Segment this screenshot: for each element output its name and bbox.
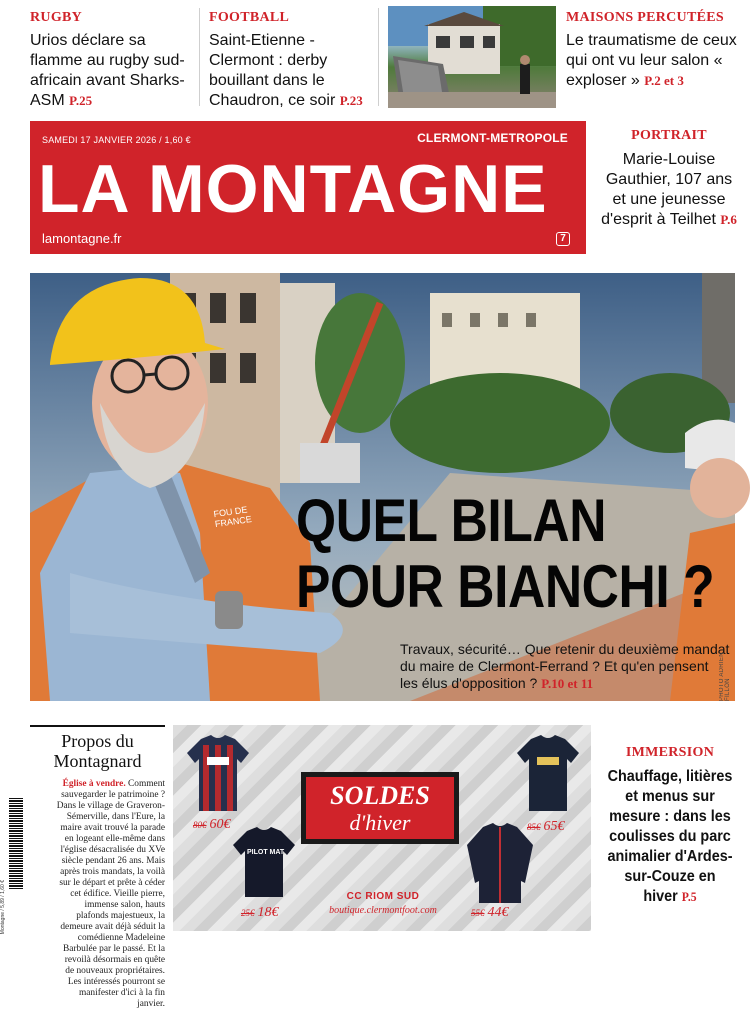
jacket-image bbox=[467, 823, 533, 903]
barcode bbox=[9, 798, 23, 890]
propos-du-montagnard[interactable] bbox=[30, 725, 165, 1010]
teaser-football-text: Saint-Etienne - Clermont : derby bouillant dans le Chaudron, ce soir bbox=[209, 32, 336, 109]
kicker-portrait: PORTRAIT bbox=[631, 128, 707, 143]
old-price-3: 25€ bbox=[241, 908, 255, 918]
old-price-1: 80€ bbox=[193, 820, 207, 830]
divider bbox=[378, 8, 379, 106]
hero-deck bbox=[400, 641, 730, 692]
vest-logo-text: FOU DE FRANCE bbox=[212, 504, 253, 530]
price-1 bbox=[193, 817, 231, 833]
propos-lead: Église à vendre. bbox=[62, 779, 126, 789]
masthead[interactable] bbox=[30, 121, 586, 254]
price-3 bbox=[241, 905, 279, 921]
barcode-caption: Montagne / 5,89 / 1,60 € bbox=[0, 880, 6, 935]
teaser-portrait-text: Marie-Louise Gauthier, 107 ans et une jeunesse d'esprit à Teilhet bbox=[601, 151, 733, 228]
ad-store: CC RIOM SUD bbox=[346, 891, 420, 902]
price-4 bbox=[471, 905, 509, 921]
hero-deck-text: Travaux, sécurité… Que retenir du deuxième mandat du maire de Clermont-Ferrand ? Et qu'en pensent les élus d'opposition ? bbox=[400, 641, 730, 691]
old-price-4: 55€ bbox=[471, 908, 485, 918]
teaser-immersion[interactable] bbox=[600, 745, 740, 907]
edition-name: CLERMONT-METROPOLE bbox=[417, 131, 568, 145]
hero-headline-line-1: QUEL BILAN bbox=[296, 487, 607, 554]
kicker-immersion: IMMERSION bbox=[625, 745, 715, 760]
teaser-portrait[interactable] bbox=[600, 128, 738, 230]
kicker-maisons: MAISONS PERCUTÉES bbox=[566, 10, 724, 25]
propos-body: Comment sauvegarder le patrimoine ? Dans le village de Graveron-Sémerville, dans l'Eure, la maire avait trouvé la parade en logeant elle-même dans l'église désacralisée du XVe siècle pendant 26 ans. Mais après trois mandats, la voilà sur le départ et prête à céder cet édifice. Vieille pierre, immense salon, hauts plafonds majestueux, la demeure avait déjà séduit la comédienne Madeleine Barbulée par le passé. Et la revoilà désormais en quête de nouveaux propriétaires. Les intéressés pourront se manifester d'ici à la fin janvier. bbox=[56, 779, 165, 1009]
teaser-maisons-text: Le traumatisme de ceux qui ont vu leur salon « exploser » bbox=[566, 32, 737, 89]
teaser-football[interactable] bbox=[209, 10, 379, 111]
divider bbox=[199, 8, 200, 106]
teaser-rugby[interactable] bbox=[30, 10, 195, 111]
teaser-maisons-percutees[interactable] bbox=[566, 10, 746, 91]
ad-subheadline: d'hiver bbox=[349, 810, 411, 835]
tshirt-image bbox=[233, 827, 295, 897]
hero-headline-line-2: POUR BIANCHI ? bbox=[296, 553, 715, 620]
teaser-portrait-page: P.6 bbox=[720, 212, 737, 227]
new-price-3: 18€ bbox=[257, 905, 279, 920]
advertisement-soldes[interactable] bbox=[173, 725, 591, 931]
teaser-rugby-page: P.25 bbox=[69, 93, 93, 108]
propos-title: Propos du Montagnard bbox=[53, 731, 142, 771]
jersey-away-image bbox=[517, 735, 579, 811]
kicker-rugby: RUGBY bbox=[30, 10, 83, 25]
teaser-football-page: P.23 bbox=[339, 93, 363, 108]
soldes-banner bbox=[301, 772, 459, 844]
tshirt-label: PILOT MAT bbox=[247, 849, 285, 856]
kicker-football: FOOTBALL bbox=[209, 10, 290, 25]
teaser-rugby-text: Urios déclare sa flamme au rugby sud-africain avant Sharks-ASM bbox=[30, 32, 185, 109]
group-logo-icon: 7 bbox=[556, 232, 570, 246]
hero-story[interactable] bbox=[30, 273, 735, 701]
new-price-1: 60€ bbox=[209, 817, 231, 832]
jersey-home-image bbox=[187, 735, 249, 811]
new-price-2: 65€ bbox=[543, 819, 565, 834]
new-price-4: 44€ bbox=[487, 905, 509, 920]
hero-headline bbox=[296, 488, 714, 620]
photo-credit: PHOTO ADRIEN FILLON bbox=[719, 652, 731, 701]
ad-website[interactable]: boutique.clermontfoot.com bbox=[329, 905, 437, 916]
teaser-immersion-page: P.5 bbox=[681, 889, 697, 904]
ad-headline: SOLDES bbox=[330, 781, 430, 810]
hero-page: P.10 et 11 bbox=[541, 676, 594, 691]
damaged-house-illustration bbox=[388, 6, 556, 108]
newspaper-title: LA MONTAGNE bbox=[38, 151, 548, 227]
website-link[interactable]: lamontagne.fr bbox=[42, 231, 122, 246]
issue-date-price: SAMEDI 17 JANVIER 2026 / 1,60 € bbox=[42, 135, 191, 145]
teaser-maisons-page: P.2 et 3 bbox=[644, 73, 684, 88]
teaser-immersion-text: Chauffage, litières et menus sur mesure : dans les coulisses du parc animalier d'Ardes-sur-Couze en hiver bbox=[607, 768, 733, 905]
old-price-2: 85€ bbox=[527, 822, 541, 832]
damaged-house-photo[interactable] bbox=[388, 6, 556, 108]
